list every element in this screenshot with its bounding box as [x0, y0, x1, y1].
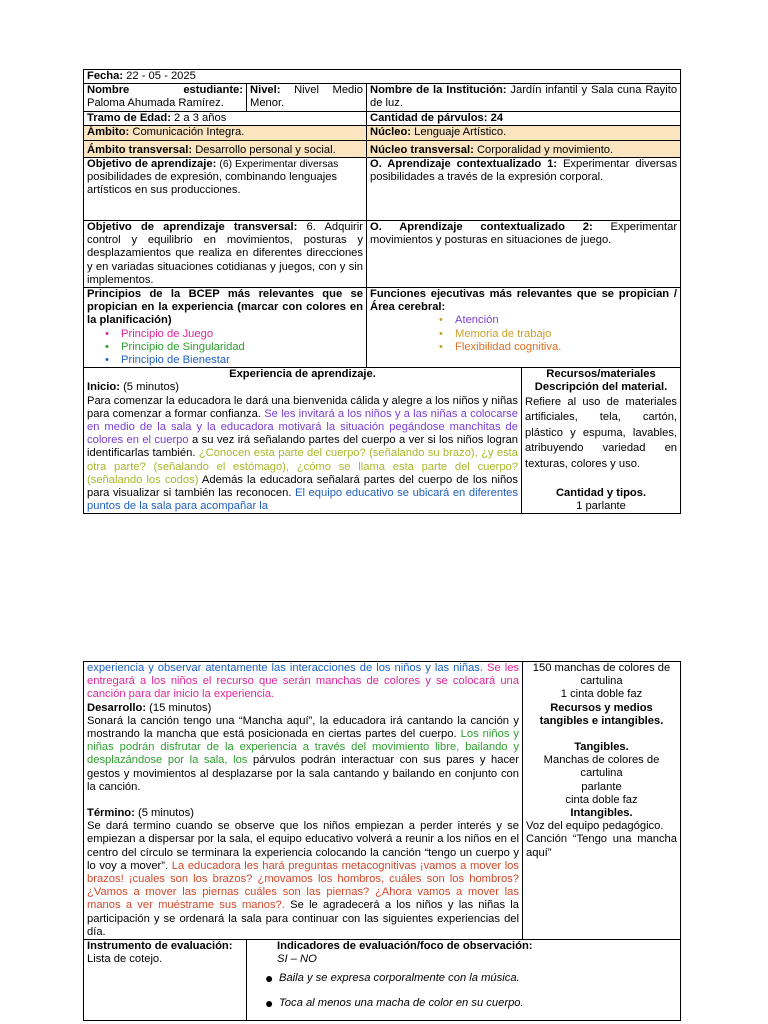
institucion-label: Nombre de la Institución:: [370, 84, 507, 97]
oat-text: 6. Adquirir control y equilibrio en movimientos, posturas y desplazamientos que realiza en diferentes direcciones y en variadas situaciones cotidianas y juegos, con y sin implementos.: [87, 221, 363, 286]
recurso-manchas: 150 manchas de colores de cartulina: [532, 662, 671, 688]
nucleo-t-label: Núcleo transversal:: [370, 143, 474, 156]
page-2: [83, 661, 680, 1021]
intangibles-title: Intangibles.: [570, 807, 633, 820]
oa-text: posibilidades de expresión, combinando lenguajes artísticos en sus producciones.: [87, 171, 338, 197]
row-estudiante: [84, 84, 681, 111]
tangible-parlante: parlante: [581, 780, 622, 793]
nivel-value: Nivel Medio Menor.: [250, 84, 363, 110]
estudiante-value: Paloma Ahumada Ramírez.: [87, 97, 224, 110]
termino-p1: Se dará termino cuando se observe que los niños empiezan a perder interés y se empiezan a dispersar por la sala, el equipo educativo volverá a reunir a los niños en el centro del círculo se terminara la experiencia colocando la canción “tengo un cuerpo y lo voy a mover”.: [87, 820, 519, 872]
medios-title: Recursos y medios tangibles e intangibles.: [539, 701, 664, 727]
indicadores-scale: SI – NO: [277, 953, 317, 966]
desarrollo-p2: Los niños y niñas podrán disfrutar de la experiencia a través del movimiento libre, bailando y desplazándose por la sala, los: [87, 728, 519, 767]
row-objetivo-transversal: [84, 221, 681, 288]
inicio-p3: a su vez irá señalando partes del cuerpo a ver si los niños logran identificarlas también.: [87, 434, 519, 460]
desarrollo-label: Desarrollo:: [87, 701, 147, 714]
institucion-value: Jardín infantil y Sala cuna Rayito de luz.: [370, 84, 678, 110]
oac2-text: Experimentar movimientos y posturas en situaciones de juego.: [370, 221, 678, 247]
recurso-cinta: 1 cinta doble faz: [560, 688, 643, 701]
fecha-label: Fecha:: [87, 70, 124, 82]
planning-table-bottom: [83, 661, 681, 1021]
inicio-time: (5 minutos): [123, 381, 180, 394]
row-experiencia-cont: [84, 662, 681, 940]
indicador-2: ● Toca al menos una macha de color en su cuerpo.: [265, 994, 524, 1011]
oac2-label: O. Aprendizaje contextualizado 2:: [370, 221, 593, 234]
cantidad-label: Cantidad de párvulos: 24: [370, 111, 504, 124]
cont-p2: Se les entregará a los niños el recurso que serán manchas de colores y se colocará una canción para dar inicio la experiencia.: [87, 662, 520, 701]
estudiante-label: Nombre estudiante:: [87, 84, 243, 97]
termino-p2: La educadora les hará preguntas metacognitivas ¡vamos a mover los brazos! ¡cuales son los brazos? ¿movamos los hombros, cuáles son los hombros? ¿Vamos a mover las piernas cuáles son las piernas? ¿Ahora vamos a mover las manos a ver muéstrame sus manos?.: [87, 859, 519, 912]
recursos-desc: Refiere al uso de materiales artificiales, tela, cartón, plástico y espuma, lavables, atribuyendo variedad en texturas, colores y uso.: [525, 395, 678, 471]
inicio-p6: El equipo educativo se ubicará en diferentes puntos de la sala para acompañar la: [87, 487, 518, 513]
principio-juego: • Principio de Juego: [121, 328, 363, 341]
nucleo-label: Núcleo:: [370, 125, 412, 138]
row-fecha: [84, 70, 681, 84]
inicio-p5: Además la educadora señalará partes del cuerpo de los niños para visualizar si también las reconocen.: [87, 473, 518, 500]
oac1-text: Experimentar diversas posibilidades a través de la expresión corporal.: [370, 158, 678, 184]
desarrollo-p3: párvulos podrán interactuar con sus pares y hacer gestos y movimientos al desplazarse por la sala cantando y bailando en conjunto con la canción.: [87, 754, 519, 793]
cantidad-title: Cantidad y tipos.: [555, 486, 647, 499]
oat-label: Objetivo de aprendizaje transversal:: [87, 221, 298, 234]
ambito-t-value: Desarrollo personal y social.: [195, 143, 336, 156]
row-evaluacion: [84, 940, 681, 1021]
experiencia-title: Experiencia de aprendizaje.: [229, 368, 376, 381]
indicadores-label: Indicadores de evaluación/foco de observación:: [277, 940, 533, 953]
funciones-title: Funciones ejecutivas más relevantes que se propician / Área cerebral:: [370, 288, 678, 314]
funciones-list: [370, 314, 677, 354]
planning-table-top: [83, 69, 681, 514]
principio-bienestar: • Principio de Bienestar: [121, 354, 363, 367]
tangible-cinta: cinta doble faz: [565, 793, 638, 806]
termino-p3: Se le agradecerá a los niños y las niñas la participación y se ordenará la sala para continuar con las siguientes experiencias del día.: [87, 899, 520, 938]
tramo-value: 2 a 3 años: [174, 111, 227, 124]
funcion-memoria: • Memoria de trabajo: [455, 328, 677, 341]
ambito-label: Ámbito:: [87, 125, 130, 138]
principios-list: [87, 328, 363, 368]
tangibles-title: Tangibles.: [574, 741, 629, 754]
instrumento-value: Lista de cotejo.: [87, 953, 163, 966]
funcion-atencion: • Atención: [455, 314, 677, 327]
desarrollo-time: (15 minutos): [149, 701, 212, 714]
tramo-label: Tramo de Edad:: [87, 111, 171, 124]
nivel-label: Nivel:: [250, 84, 281, 97]
row-ambito: [84, 125, 681, 140]
inicio-label: Inicio:: [87, 381, 120, 394]
page-1: [83, 69, 680, 514]
nucleo-value: Lenguaje Artístico.: [414, 125, 507, 138]
instrumento-label: Instrumento de evaluación:: [87, 940, 233, 953]
inicio-p2: Se les invitará a los niños y a las niñas a colocarse en medio de la sala y la educadora motivará la situación pegándose manchitas de colores en el cuerpo: [87, 407, 518, 447]
fecha-value: 22 - 05 - 2025: [126, 70, 196, 82]
inicio-p1: Para comenzar la educadora le dará una bienvenida cálida y alegre a los niños y niñas para comenzar a formar confianza.: [87, 394, 518, 420]
inicio-p4: ¿Conocen esta parte del cuerpo? (señalando su brazo), ¿y esta otra parte? (señalando el estómago), ¿cómo se llama esta parte del cuerpo? (señalando los codos): [87, 447, 519, 486]
cont-p1: experiencia y observar atentamente las interacciones de los niños y las niñas.: [87, 662, 484, 674]
indicador-1: ● Baila y se expresa corporalmente con la música.: [265, 970, 520, 987]
termino-time: (5 minutos): [137, 807, 194, 820]
row-objetivo: [84, 158, 681, 221]
desarrollo-p1: Sonará la canción tengo una “Mancha aquí”, la educadora irá cantando la canción y mostrando la mancha que está posicionada en ciertas partes del cuerpo.: [87, 714, 519, 741]
oa-label: Objetivo de aprendizaje:: [87, 158, 217, 171]
row-tramo: [84, 111, 681, 125]
intangible-voz: Voz del equipo pedagógico.: [526, 820, 664, 833]
row-experiencia: [84, 368, 681, 514]
nucleo-t-value: Corporalidad y movimiento.: [476, 143, 614, 156]
recurso-parlante: 1 parlante: [576, 499, 626, 512]
oac1-label: O. Aprendizaje contextualizado 1:: [370, 158, 558, 171]
recursos-title: Recursos/materiales: [546, 368, 656, 381]
row-ambito-transversal: [84, 140, 681, 157]
ambito-value: Comunicación Integra.: [132, 125, 245, 138]
tangible-manchas: Manchas de colores de cartulina: [543, 754, 660, 780]
row-principios: [84, 288, 681, 368]
ambito-t-label: Ámbito transversal:: [87, 143, 193, 156]
principios-title: Principios de la BCEP más relevantes que se propician en la experiencia (marcar con colores en la planificación): [87, 288, 363, 327]
oa-num: (6) Experimentar diversas: [219, 159, 339, 171]
recursos-desc-title: Descripción del material.: [534, 381, 668, 394]
indicadores-list: [265, 970, 677, 1011]
intangible-cancion: Canción “Tengo una mancha aquí”: [526, 833, 677, 859]
funcion-flexibilidad: • Flexibilidad cognitiva.: [455, 341, 677, 354]
principio-singularidad: • Principio de Singularidad: [121, 341, 363, 354]
termino-label: Término:: [87, 807, 135, 820]
